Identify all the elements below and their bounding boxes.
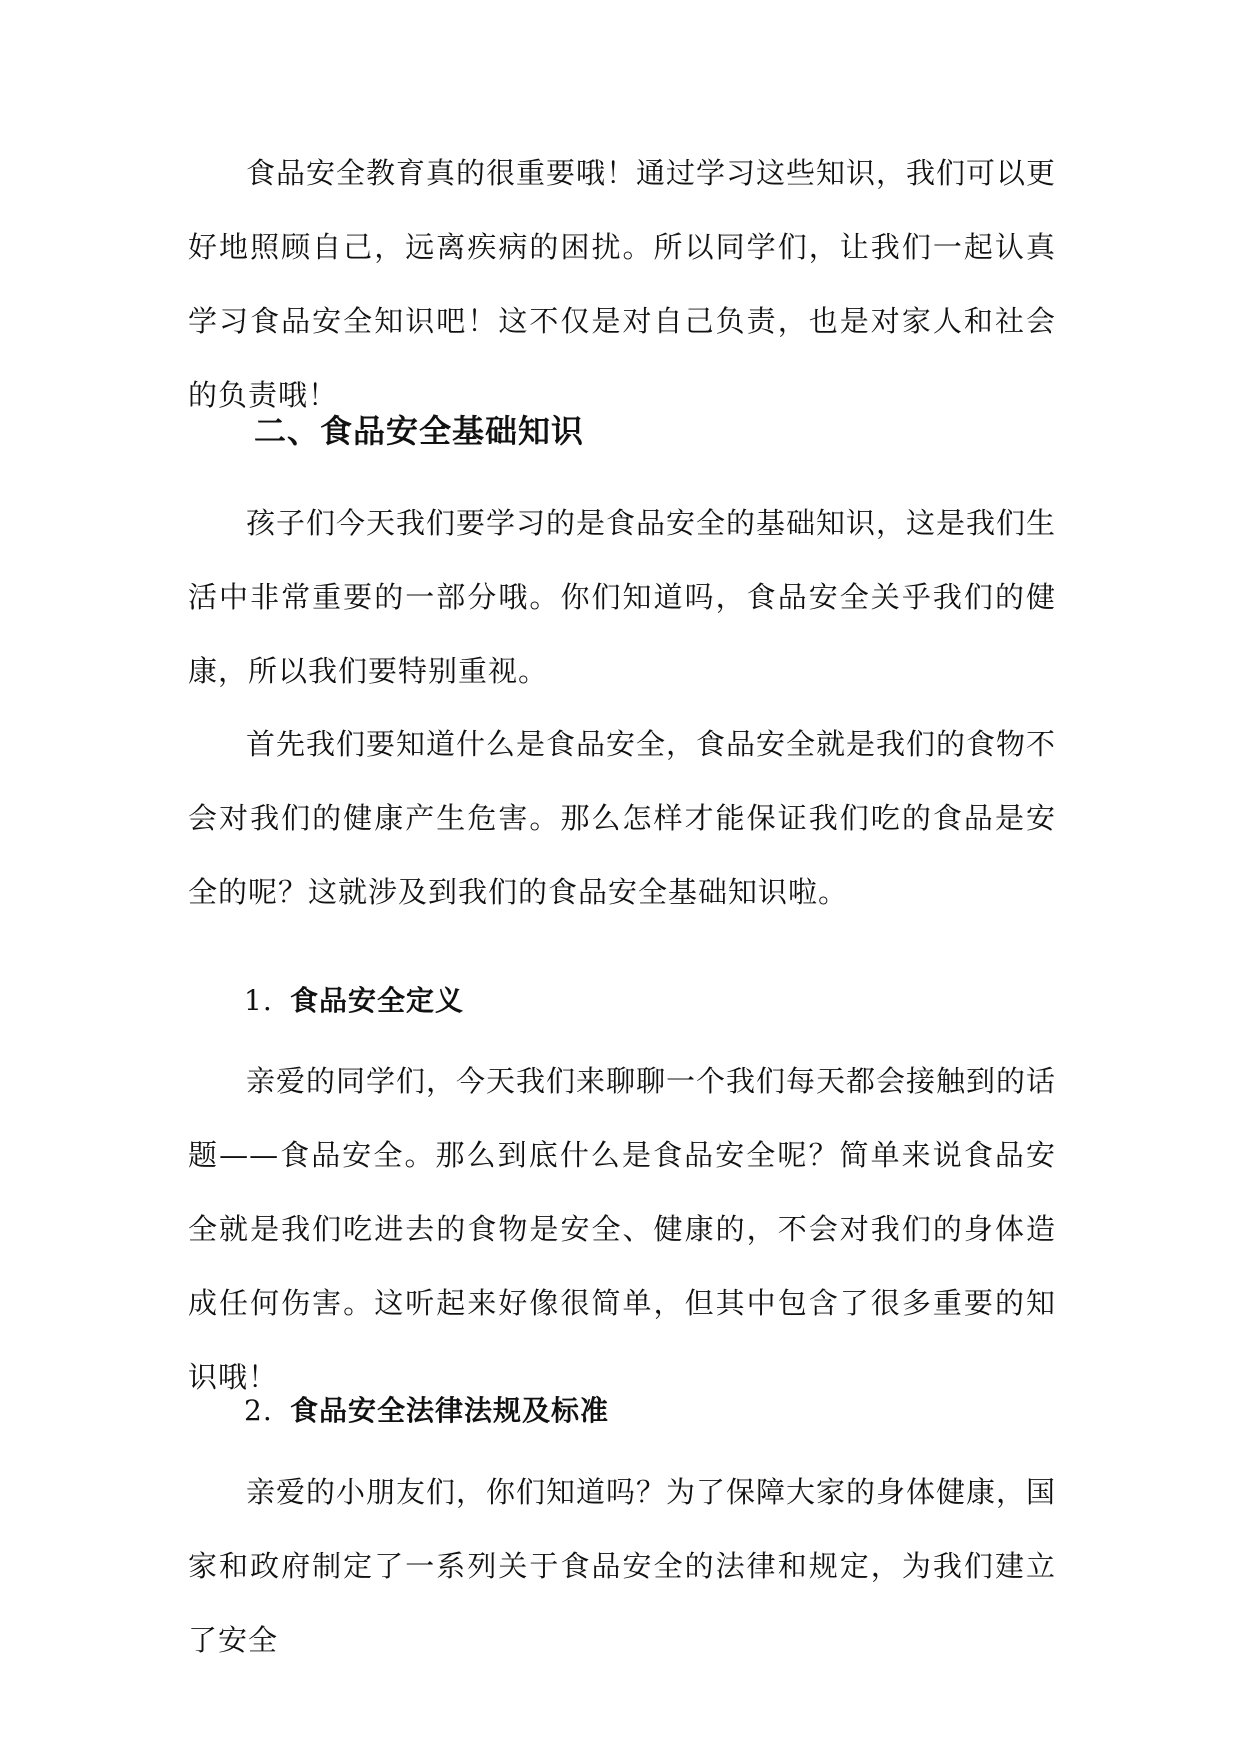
section-heading-food-safety-basics: 二、食品安全基础知识: [254, 412, 585, 450]
subsection-2-paragraph: 亲爱的小朋友们，你们知道吗？为了保障大家的身体健康，国家和政府制定了一系列关于食品安全的法律和规定，为我们建立了安全: [188, 1475, 1057, 1657]
subsection-1-paragraph: 亲爱的同学们，今天我们来聊聊一个我们每天都会接触到的话题——食品安全。那么到底什么是食品安全呢？简单来说食品安全就是我们吃进去的食物是安全、健康的，不会对我们的身体造成任何伤害。这听起来好像很简单，但其中包含了很多重要的知识哦！: [188, 1064, 1057, 1394]
subsection-heading-definition: [244, 983, 464, 1019]
intro-paragraph: 食品安全教育真的很重要哦！通过学习这些知识，我们可以更好地照顾自己，远离疾病的困扰。所以同学们，让我们一起认真学习食品安全知识吧！这不仅是对自己负责，也是对家人和社会的负责哦！: [188, 156, 1057, 412]
section-2-paragraph-1: 孩子们今天我们要学习的是食品安全的基础知识，这是我们生活中非常重要的一部分哦。你们知道吗，食品安全关乎我们的健康，所以我们要特别重视。: [188, 506, 1057, 688]
subsection-heading-laws-standards: [244, 1393, 609, 1429]
subsection-title: 食品安全法律法规及标准: [290, 1394, 610, 1427]
subsection-number: 2.: [244, 1394, 273, 1427]
subsection-title: 食品安全定义: [290, 984, 465, 1017]
subsection-number: 1.: [244, 984, 273, 1017]
section-2-paragraph-2: 首先我们要知道什么是食品安全，食品安全就是我们的食物不会对我们的健康产生危害。那么怎样才能保证我们吃的食品是安全的呢？这就涉及到我们的食品安全基础知识啦。: [188, 727, 1057, 909]
